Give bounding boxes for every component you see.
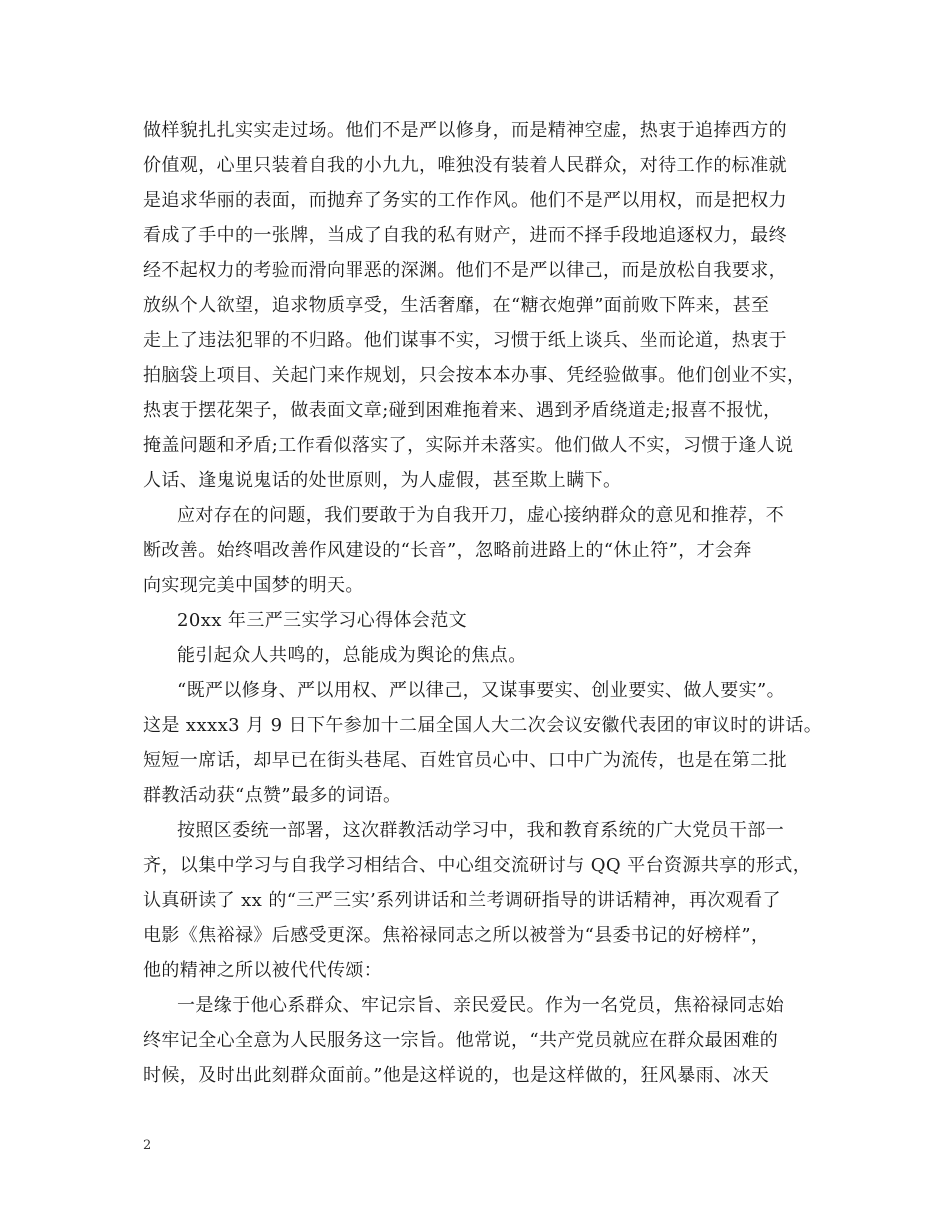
text-line: 是追求华丽的表面，而抛弃了务实的工作作风。他们不是严以用权，而是把权力 <box>143 190 787 211</box>
document-body <box>143 113 828 1093</box>
text-line: 群教活动获“点赞”最多的词语。 <box>143 785 402 806</box>
page-number: 2 <box>143 1138 152 1153</box>
text-line: 看成了手中的一张牌，当成了自我的私有财产，进而不择手段地追逐权力，最终 <box>143 225 787 246</box>
text-line: 能引起众人共鸣的，总能成为舆论的焦点。 <box>177 645 527 666</box>
text-line: 放纵个人欲望，追求物质享受，生活奢靡，在“糖衣炮弹”面前败下阵来，甚至 <box>143 295 770 316</box>
text-line: “既严以修身、严以用权、严以律己，又谋事要实、创业要实、做人要实”。 <box>177 680 786 701</box>
text-line: 短短一席话，却早已在街头巷尾、百姓官员心中、口中广为流传，也是在第二批 <box>143 750 787 771</box>
text-line: 按照区委统一部署，这次群教活动学习中，我和教育系统的广大党员干部一 <box>177 820 785 841</box>
text-line: 掩盖问题和矛盾;工作看似落实了，实际并未落实。他们做人不实，习惯于逢人说 <box>143 435 794 456</box>
text-line: 热衷于摆花架子，做表面文章;碰到困难拖着来、遇到矛盾绕道走;报喜不报忧， <box>143 400 782 421</box>
text-line: 这是 xxxx3 月 9 日下午参加十二届全国人大二次会议安徽代表团的审议时的讲话。 <box>143 715 823 736</box>
text-line: 认真研读了 xx 的“三严三实’系列讲话和兰考调研指导的讲话精神，再次观看了 <box>143 890 781 911</box>
text-line: 齐，以集中学习与自我学习相结合、中心组交流研讨与 QQ 平台资源共享的形式， <box>143 855 812 876</box>
text-line: 走上了违法犯罪的不归路。他们谋事不实，习惯于纸上谈兵、坐而论道，热衷于 <box>143 330 787 351</box>
text-line: 断改善。始终唱改善作风建设的“长音”，忽略前进路上的“休止符”，才会奔 <box>143 540 752 561</box>
text-line: 电影《焦裕禄》后感受更深。焦裕禄同志之所以被誉为“县委书记的好榜样”， <box>143 925 770 946</box>
text-line: 价值观，心里只装着自我的小九九，唯独没有装着人民群众，对待工作的标准就 <box>143 155 787 176</box>
text-line: 时候，及时出此刻群众面前。”他是这样说的，也是这样做的，狂风暴雨、冰天 <box>143 1065 770 1086</box>
text-line: 他的精神之所以被代代传颂： <box>143 960 383 981</box>
text-line: 经不起权力的考验而滑向罪恶的深渊。他们不是严以律己，而是放松自我要求， <box>143 260 787 281</box>
text-line: 拍脑袋上项目、关起门来作规划，只会按本本办事、凭经验做事。他们创业不实， <box>143 365 806 386</box>
text-line: 做样貌扎扎实实走过场。他们不是严以修身，而是精神空虚，热衷于追捧西方的 <box>143 120 787 141</box>
text-line: 向实现完美中国梦的明天。 <box>143 575 364 596</box>
text-line: 应对存在的问题，我们要敢于为自我开刀，虚心接纳群众的意见和推荐，不 <box>177 505 785 526</box>
text-line: 20xx 年三严三实学习心得体会范文 <box>177 610 468 631</box>
text-line: 人话、逢鬼说鬼话的处世原则，为人虚假，甚至欺上瞒下。 <box>143 470 622 491</box>
text-line: 终牢记全心全意为人民服务这一宗旨。他常说，“共产党员就应在群众最困难的 <box>143 1030 779 1051</box>
text-line: 一是缘于他心系群众、牢记宗旨、亲民爱民。作为一名党员，焦裕禄同志始 <box>177 995 785 1016</box>
